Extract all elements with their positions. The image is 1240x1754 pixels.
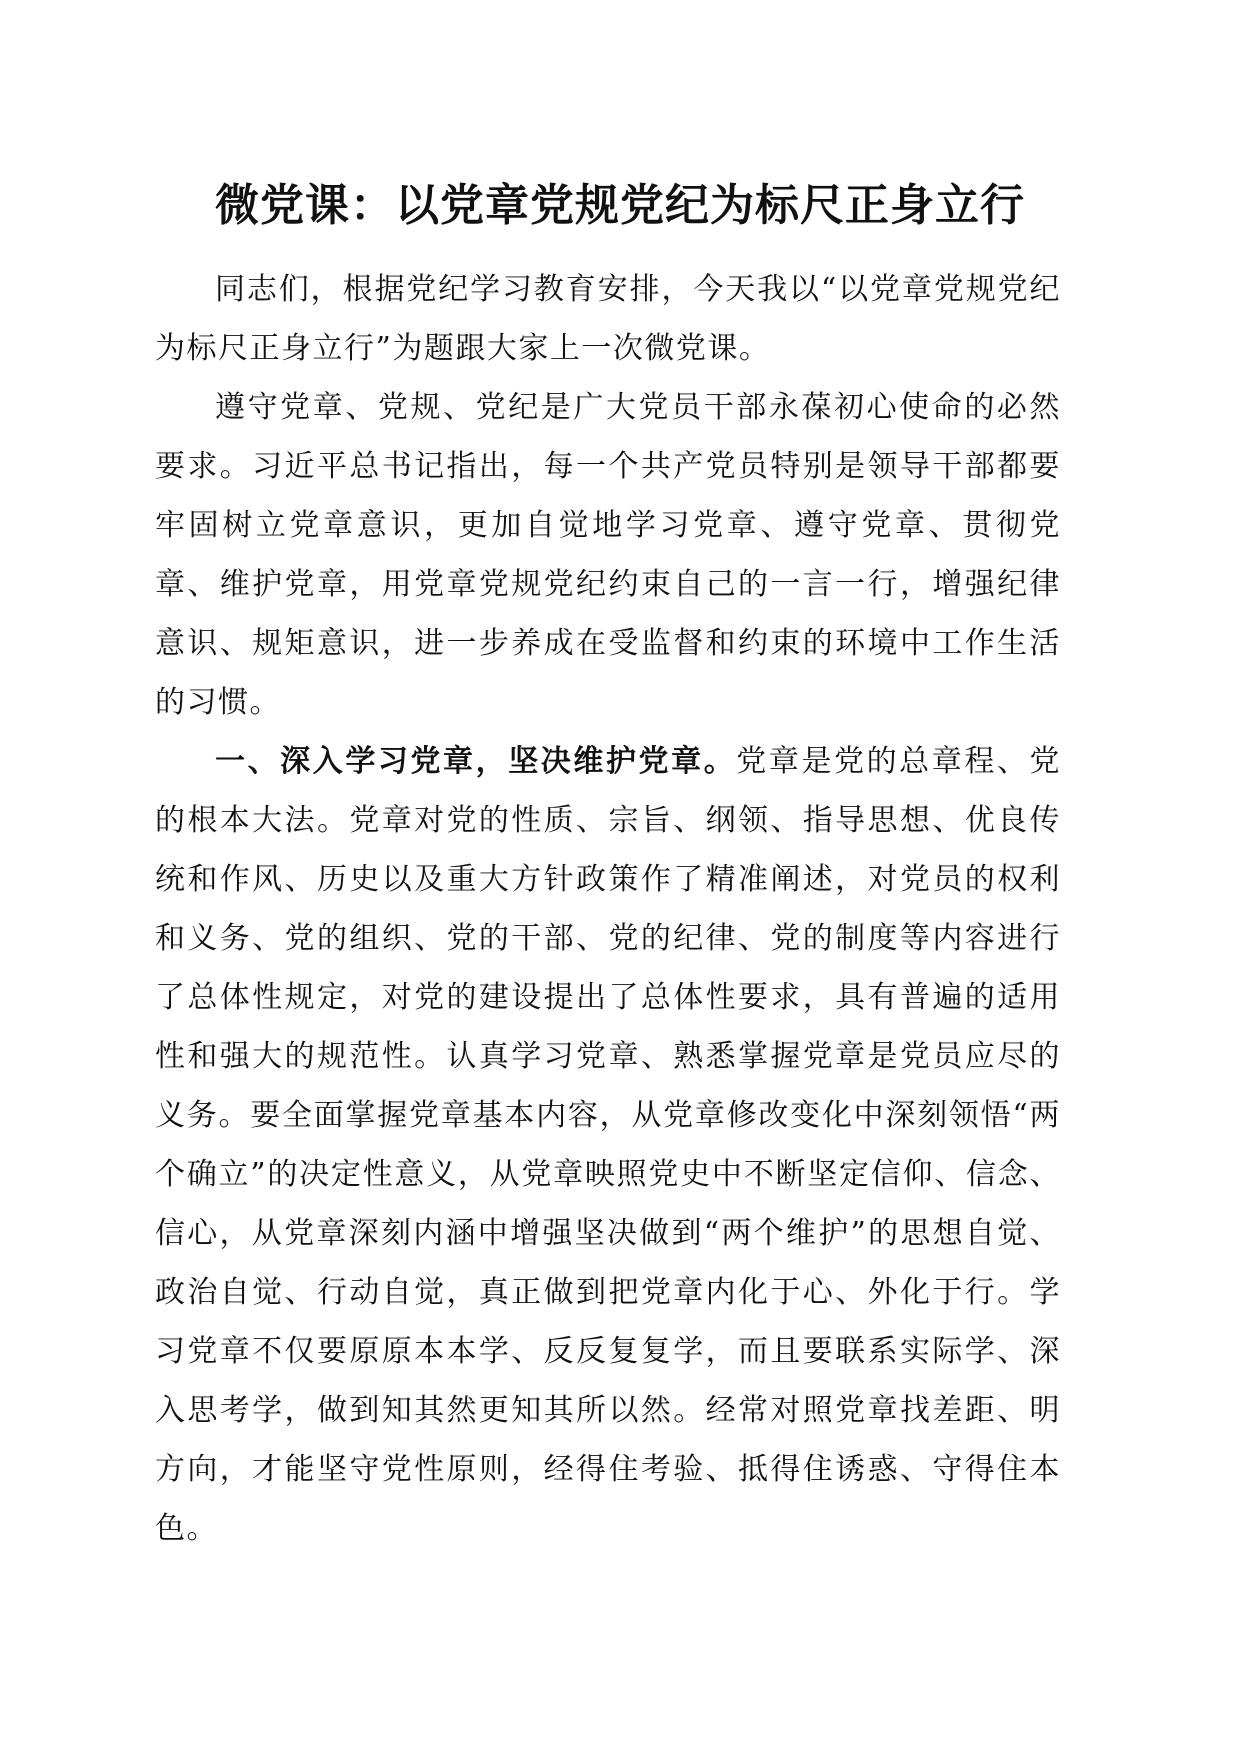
paragraph-opening <box>155 260 1061 378</box>
paragraph-text: 遵守党章、党规、党纪是广大党员干部永葆初心使命的必然要求。习近平总书记指出，每一个共产党员特别是领导干部都要牢固树立党章意识，更加自觉地学习党章、遵守党章、贯彻党章、维护党章，用党章党规党纪约束自己的一言一行，增强纪律意识、规矩意识，进一步养成在受监督和约束的环境中工作生活的习惯。 <box>155 390 1061 720</box>
paragraph-section-one <box>155 732 1061 1558</box>
paragraph-text: 党章是党的总章程、党的根本大法。党章对党的性质、宗旨、纲领、指导思想、优良传统和作风、历史以及重大方针政策作了精准阐述，对党员的权利和义务、党的组织、党的干部、党的纪律、党的制度等内容进行了总体性规定，对党的建设提出了总体性要求，具有普遍的适用性和强大的规范性。认真学习党章、熟悉掌握党章是党员应尽的义务。要全面掌握党章基本内容，从党章修改变化中深刻领悟“两个确立”的决定性意义，从党章映照党史中不断坚定信仰、信念、信心，从党章深刻内涵中增强坚决做到“两个维护”的思想自觉、政治自觉、行动自觉，真正做到把党章内化于心、外化于行。学习党章不仅要原原本本学、反反复复学，而且要联系实际学、深入思考学，做到知其然更知其所以然。经常对照党章找差距、明方向，才能坚守党性原则，经得住考验、抵得住诱惑、守得住本色。 <box>155 744 1062 1546</box>
section-heading: 一、深入学习党章，坚决维护党章。 <box>215 744 737 779</box>
document-body <box>155 260 1061 1558</box>
document-title: 微党课：以党章党规党纪为标尺正身立行 <box>215 180 1025 231</box>
paragraph-text: 同志们，根据党纪学习教育安排，今天我以“以党章党规党纪为标尺正身立行”为题跟大家上一次微党课。 <box>155 272 1061 366</box>
paragraph-requirement <box>155 378 1061 732</box>
